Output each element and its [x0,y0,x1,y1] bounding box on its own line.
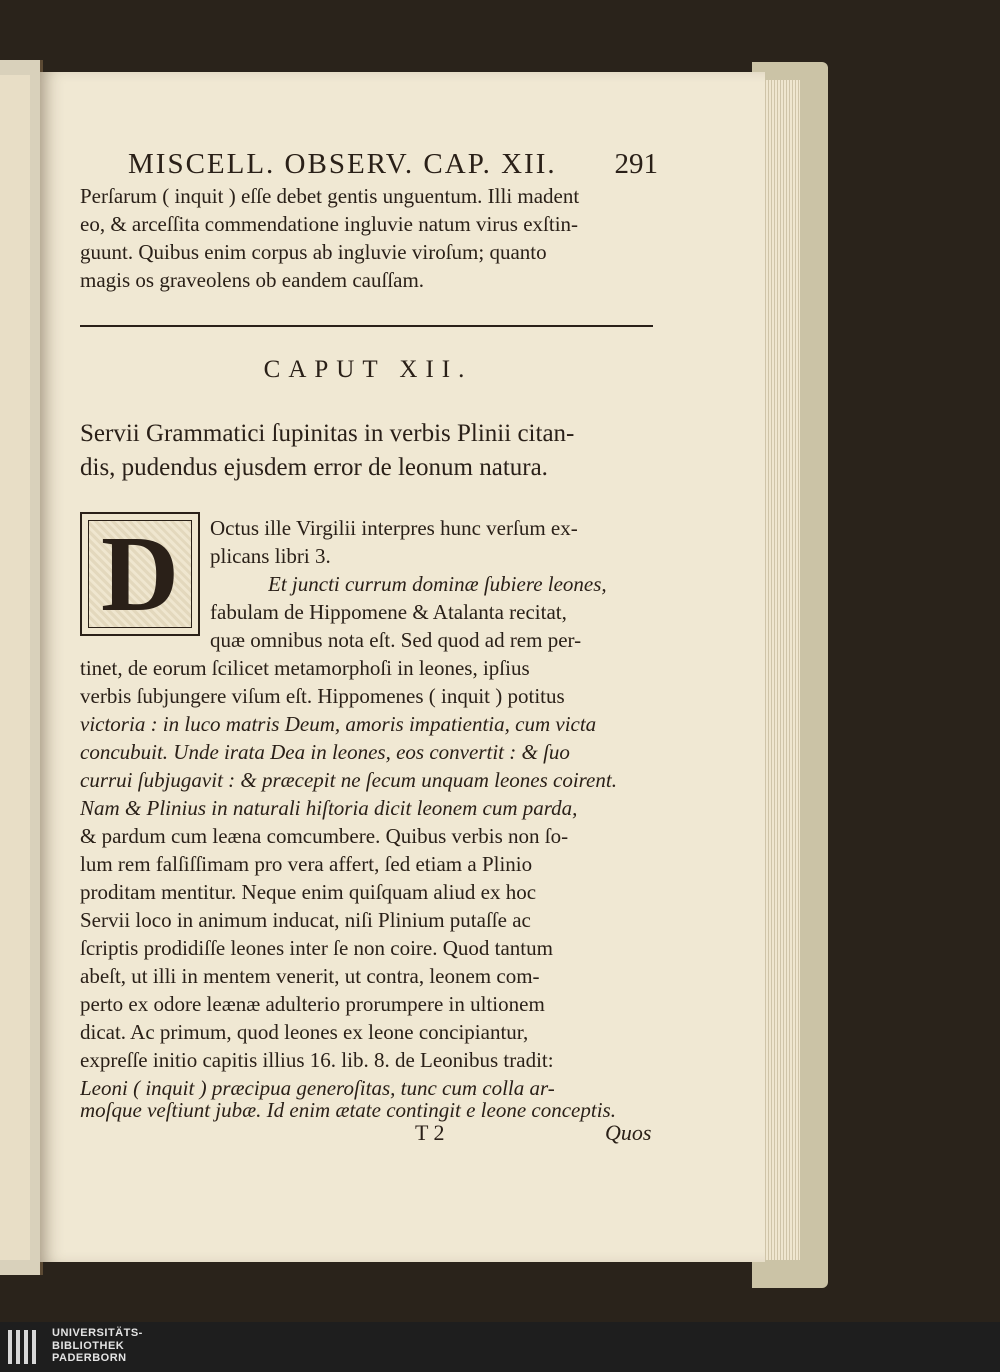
body-line: concubuit. Unde irata Dea in leones, eos convertit : & ſuo [80,740,570,764]
body-line: Et juncti currum dominæ ſubiere leones, [268,572,607,596]
body-line: Servii loco in animum inducat, niſi Plinium putaſſe ac [80,908,531,932]
page-number: 291 [614,148,658,180]
library-name-line: BIBLIOTHEK [52,1339,125,1352]
library-name-line: PADERBORN [52,1352,127,1364]
body-line: fabulam de Hippomene & Atalanta recitat, [210,600,567,624]
body-line: moſque veſtiunt jubæ. Id enim ætate contingit e leone conceptis. [80,1098,616,1122]
body-line: verbis ſubjungere viſum eſt. Hippomenes ( inquit ) potitus [80,684,565,708]
section-divider [80,325,653,327]
top-text-line: eo, & arceſſita commendatione ingluvie natum virus exſtin- [80,212,579,236]
body-line: expreſſe initio capitis illius 16. lib. 8. de Leonibus tradit: [80,1048,554,1072]
running-title: MISCELL. OBSERV. CAP. XII. [128,148,557,180]
body-line: proditam mentitur. Neque enim quiſquam aliud ex hoc [80,880,537,904]
library-footer [0,1322,1000,1372]
page-edges [760,80,800,1260]
chapter-subtitle-line: Servii Grammatici ſupinitas in verbis Plinii citan- [80,420,575,447]
decorated-initial [80,512,200,636]
catchword: Quos [605,1120,652,1145]
body-line: Nam & Plinius in naturali hiſtoria dicit leonem cum parda, [80,796,578,820]
body-line: Leoni ( inquit ) præcipua generoſitas, tunc cum colla ar- [80,1076,555,1100]
library-logo-icon [8,1330,44,1366]
body-line: perto ex odore leænæ adulterio prorumpere in ultionem [80,992,545,1016]
left-page-edge [0,75,30,1260]
body-line: plicans libri 3. [210,544,331,568]
running-header [128,148,658,184]
signature-mark: T 2 [415,1120,445,1145]
library-name [52,1327,143,1365]
body-line: Octus ille Virgilii interpres hunc verſum ex- [210,516,578,540]
body-line: tinet, de eorum ſcilicet metamorphoſi in leones, ipſius [80,656,530,680]
body-line: victoria : in luco matris Deum, amoris impatientia, cum victa [80,712,597,736]
body-line: ſcriptis prodidiſſe leones inter ſe non coire. Quod tantum [80,936,553,960]
chapter-heading: CAPUT XII. [263,356,473,383]
body-line: & pardum cum leæna comcumbere. Quibus verbis non ſo- [80,824,569,848]
top-text-line: magis os graveolens ob eandem cauſſam. [80,268,425,292]
body-line: currui ſubjugavit : & præcepit ne ſecum unquam leones coirent. [80,768,617,792]
body-line: abeſt, ut illi in mentem venerit, ut contra, leonem com- [80,964,540,988]
body-line: dicat. Ac primum, quod leones ex leone concipiantur, [80,1020,529,1044]
body-line: lum rem falſiſſimam pro vera affert, ſed etiam a Plinio [80,852,533,876]
top-text-line: Perſarum ( inquit ) eſſe debet gentis unguentum. Illi madent [80,184,580,208]
chapter-subtitle-line: dis, pudendus ejusdem error de leonum natura. [80,454,548,481]
library-name-line: UNIVERSITÄTS- [52,1327,143,1339]
body-line: quæ omnibus nota eſt. Sed quod ad rem per- [210,628,582,652]
initial-letter: D [101,515,179,634]
top-text-line: guunt. Quibus enim corpus ab ingluvie viroſum; quanto [80,240,547,264]
